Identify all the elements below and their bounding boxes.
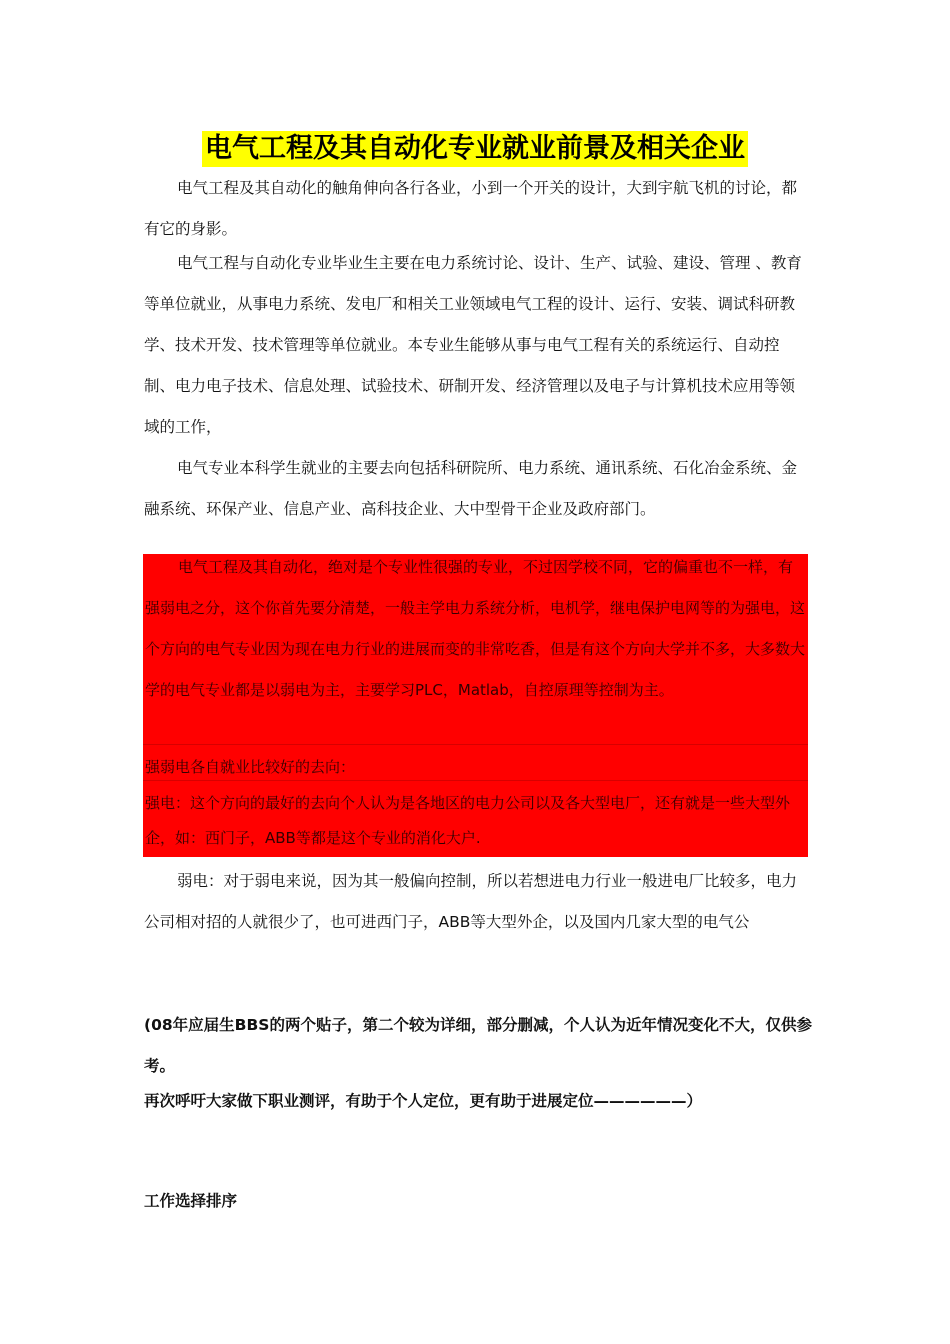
section-heading: 工作选择排序 <box>144 1192 238 1210</box>
highlight-divider <box>143 744 808 745</box>
document-title: 电气工程及其自动化专业就业前景及相关企业 <box>202 131 748 167</box>
note-appeal: 再次呼吁大家做下职业测评，有助于个人定位，更有助于进展定位——————） <box>144 1092 703 1110</box>
highlight-heading: 强弱电各自就业比较好的去向： <box>145 758 356 776</box>
paragraph-employment: 电气工程与自动化专业毕业生主要在电力系统讨论、设计、生产、试验、建设、管理 、教育等单位就业，从事电力系统、发电厂和相关工业领域电气工程的设计、运行、安装、调试科研教学、技术开发、技术管理等单位就业。本专业生能够从事与电气工程有关的系统运行、自动控制、电力电子技术、信息处理、试验技术、研制开发、经济管理以及电子与计算机技术应用等领域的工作， <box>144 254 802 436</box>
highlighted-section <box>143 554 808 857</box>
highlight-main-text: 电气工程及其自动化，绝对是个专业性很强的专业，不过因学校不同，它的偏重也不一样，有强弱电之分，这个你首先要分清楚，一般主学电力系统分析，电机学，继电保护电网等的为强电，这个方向的电气专业因为现在电力行业的进展而变的非常吃香，但是有这个方向大学并不多，大多数大学的电气专业都是以弱电为主，主要学习PLC，Matlab，自控原理等控制为主。 <box>145 558 806 699</box>
paragraph-destinations: 电气专业本科学生就业的主要去向包括科研院所、电力系统、通讯系统、石化冶金系统、金融系统、环保产业、信息产业、高科技企业、大中型骨干企业及政府部门。 <box>144 459 798 518</box>
note-source: (08年应届生BBS的两个贴子，第二个较为详细，部分删减，个人认为近年情况变化不大，仅供参考。 <box>144 1016 812 1075</box>
title-container <box>0 131 950 167</box>
highlight-strong-text: 强电：这个方向的最好的去向个人认为是各地区的电力公司以及各大型电厂，还有就是一些大型外企，如：西门子，ABB等都是这个专业的消化大户. <box>145 794 791 847</box>
paragraph-weak-current: 弱电：对于弱电来说，因为其一般偏向控制，所以若想进电力行业一般进电厂比较多，电力公司相对招的人就很少了，也可进西门子，ABB等大型外企，以及国内几家大型的电气公 <box>144 872 798 931</box>
paragraph-intro: 电气工程及其自动化的触角伸向各行各业，小到一个开关的设计，大到宇航飞机的讨论，都有它的身影。 <box>144 179 798 238</box>
